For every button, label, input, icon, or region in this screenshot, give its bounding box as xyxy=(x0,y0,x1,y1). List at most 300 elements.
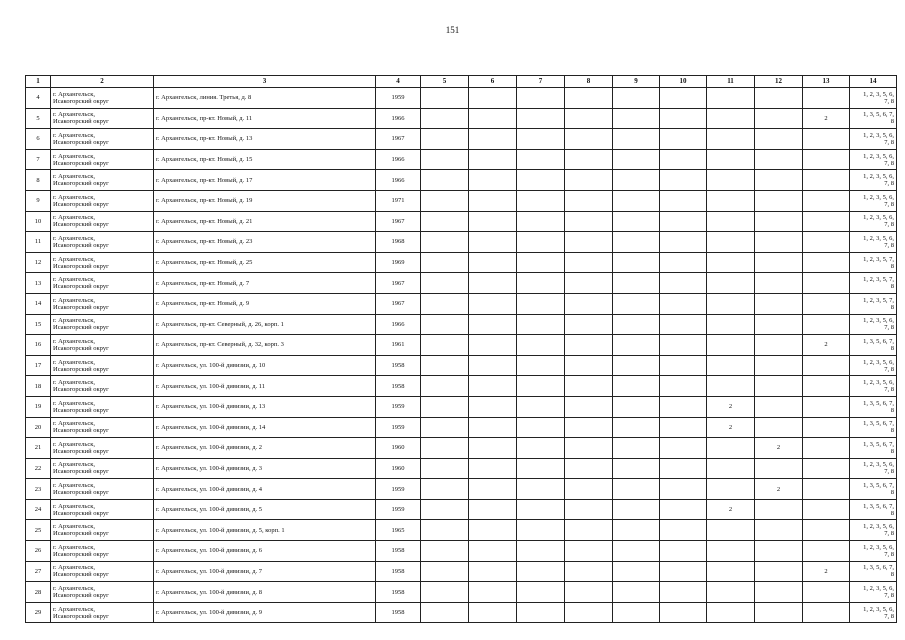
column-11-cell xyxy=(707,479,755,500)
column-10-cell xyxy=(660,396,707,417)
district-cell xyxy=(51,602,154,623)
table-row xyxy=(26,149,897,170)
year-cell: 1960 xyxy=(376,438,421,459)
table-row xyxy=(26,232,897,253)
column-8-cell xyxy=(565,149,613,170)
column-11-cell xyxy=(707,170,755,191)
column-13-cell xyxy=(803,88,850,109)
column-5-cell xyxy=(421,376,469,397)
column-6-cell xyxy=(469,417,517,438)
column-6-cell xyxy=(469,88,517,109)
codes-line-2: 7, 8 xyxy=(884,221,894,229)
district-cell xyxy=(51,458,154,479)
column-10-cell xyxy=(660,88,707,109)
district-line-2: Исакогорский округ xyxy=(53,262,109,270)
district-cell xyxy=(51,499,154,520)
column-8-cell xyxy=(565,602,613,623)
column-7-cell xyxy=(517,582,565,603)
column-9-cell xyxy=(613,541,660,562)
address-cell: г. Архангельск, пр-кт. Новый, д. 13 xyxy=(154,129,376,150)
column-13-cell xyxy=(803,417,850,438)
column-10-cell xyxy=(660,479,707,500)
row-number-cell: 29 xyxy=(26,602,51,623)
column-8-cell xyxy=(565,582,613,603)
column-5-cell xyxy=(421,314,469,335)
column-11-cell xyxy=(707,602,755,623)
codes-cell xyxy=(850,335,897,356)
column-11-cell xyxy=(707,252,755,273)
column-12-cell xyxy=(755,170,803,191)
column-9-cell xyxy=(613,149,660,170)
column-8-cell xyxy=(565,417,613,438)
column-13-cell xyxy=(803,479,850,500)
column-8-cell xyxy=(565,293,613,314)
district-cell xyxy=(51,252,154,273)
district-line-2: Исакогорский округ xyxy=(53,468,109,476)
address-cell: г. Архангельск, ул. 100-й дивизии, д. 5, корп. 1 xyxy=(154,520,376,541)
column-6-cell xyxy=(469,520,517,541)
table-row xyxy=(26,273,897,294)
district-line-1: г. Архангельск, xyxy=(53,214,95,222)
codes-line-2: 7, 8 xyxy=(884,468,894,476)
column-12-cell xyxy=(755,520,803,541)
district-line-1: г. Архангельск, xyxy=(53,317,95,325)
year-cell: 1959 xyxy=(376,396,421,417)
column-6-cell xyxy=(469,293,517,314)
column-10-cell xyxy=(660,602,707,623)
codes-line-1: 1, 2, 3, 5, 6, xyxy=(863,214,894,222)
codes-line-1: 1, 2, 3, 5, 6, xyxy=(863,131,894,139)
codes-line-1: 1, 2, 3, 5, 6, xyxy=(863,152,894,160)
column-13-cell xyxy=(803,273,850,294)
column-9-cell xyxy=(613,273,660,294)
column-12-cell xyxy=(755,335,803,356)
year-cell: 1969 xyxy=(376,252,421,273)
year-cell: 1965 xyxy=(376,520,421,541)
year-cell: 1959 xyxy=(376,479,421,500)
codes-line-2: 7, 8 xyxy=(884,180,894,188)
column-12-cell: 2 xyxy=(755,479,803,500)
column-9-cell xyxy=(613,232,660,253)
year-cell: 1958 xyxy=(376,541,421,562)
table-row xyxy=(26,314,897,335)
column-13-cell: 2 xyxy=(803,335,850,356)
column-8-cell xyxy=(565,458,613,479)
column-13-cell: 2 xyxy=(803,108,850,129)
column-5-cell xyxy=(421,499,469,520)
column-6-cell xyxy=(469,335,517,356)
column-7-cell xyxy=(517,499,565,520)
table-row xyxy=(26,438,897,459)
column-11-cell xyxy=(707,335,755,356)
address-cell: г. Архангельск, ул. 100-й дивизии, д. 14 xyxy=(154,417,376,438)
address-cell: г. Архангельск, пр-кт. Новый, д. 21 xyxy=(154,211,376,232)
table-row xyxy=(26,190,897,211)
codes-line-2: 7, 8 xyxy=(884,241,894,249)
address-cell: г. Архангельск, пр-кт. Северный, д. 26, корп. 1 xyxy=(154,314,376,335)
codes-line-2: 8 xyxy=(890,406,894,414)
district-cell xyxy=(51,520,154,541)
codes-cell xyxy=(850,129,897,150)
year-cell: 1959 xyxy=(376,88,421,109)
column-6-cell xyxy=(469,541,517,562)
codes-cell xyxy=(850,561,897,582)
table-row xyxy=(26,499,897,520)
column-10-cell xyxy=(660,211,707,232)
year-cell: 1968 xyxy=(376,232,421,253)
column-10-cell xyxy=(660,170,707,191)
column-11-cell xyxy=(707,376,755,397)
column-5-cell xyxy=(421,479,469,500)
codes-line-2: 7, 8 xyxy=(884,365,894,373)
codes-line-1: 1, 2, 3, 5, 6, xyxy=(863,90,894,98)
column-5-cell xyxy=(421,520,469,541)
address-cell: г. Архангельск, пр-кт. Новый, д. 9 xyxy=(154,293,376,314)
codes-line-2: 8 xyxy=(890,571,894,579)
codes-cell xyxy=(850,479,897,500)
codes-line-1: 1, 2, 3, 5, 6, xyxy=(863,234,894,242)
column-header-8: 8 xyxy=(565,76,613,88)
district-line-2: Исакогорский округ xyxy=(53,612,109,620)
column-11-cell: 2 xyxy=(707,499,755,520)
district-cell xyxy=(51,582,154,603)
district-line-2: Исакогорский округ xyxy=(53,324,109,332)
codes-line-2: 7, 8 xyxy=(884,159,894,167)
column-5-cell xyxy=(421,582,469,603)
address-cell: г. Архангельск, ул. 100-й дивизии, д. 10 xyxy=(154,355,376,376)
table-row xyxy=(26,355,897,376)
column-7-cell xyxy=(517,293,565,314)
district-line-1: г. Архангельск, xyxy=(53,193,95,201)
column-9-cell xyxy=(613,417,660,438)
column-10-cell xyxy=(660,417,707,438)
column-9-cell xyxy=(613,88,660,109)
column-header-14: 14 xyxy=(850,76,897,88)
district-cell xyxy=(51,417,154,438)
column-7-cell xyxy=(517,273,565,294)
district-line-2: Исакогорский округ xyxy=(53,97,109,105)
column-8-cell xyxy=(565,499,613,520)
column-9-cell xyxy=(613,190,660,211)
registry-table xyxy=(25,75,897,623)
column-11-cell xyxy=(707,458,755,479)
codes-line-1: 1, 2, 3, 5, 6, xyxy=(863,193,894,201)
column-7-cell xyxy=(517,149,565,170)
address-cell: г. Архангельск, ул. 100-й дивизии, д. 4 xyxy=(154,479,376,500)
codes-line-1: 1, 3, 5, 6, 7, xyxy=(863,111,894,119)
address-cell: г. Архангельск, пр-кт. Новый, д. 19 xyxy=(154,190,376,211)
table-row xyxy=(26,293,897,314)
codes-line-1: 1, 2, 3, 5, 7, xyxy=(863,255,894,263)
row-number-cell: 28 xyxy=(26,582,51,603)
district-line-2: Исакогорский округ xyxy=(53,180,109,188)
column-7-cell xyxy=(517,602,565,623)
column-8-cell xyxy=(565,108,613,129)
column-13-cell xyxy=(803,582,850,603)
district-line-1: г. Архангельск, xyxy=(53,152,95,160)
address-cell: г. Архангельск, ул. 100-й дивизии, д. 13 xyxy=(154,396,376,417)
column-7-cell xyxy=(517,232,565,253)
column-6-cell xyxy=(469,499,517,520)
column-12-cell xyxy=(755,396,803,417)
codes-line-1: 1, 3, 5, 6, 7, xyxy=(863,399,894,407)
column-5-cell xyxy=(421,149,469,170)
column-8-cell xyxy=(565,520,613,541)
column-5-cell xyxy=(421,273,469,294)
row-number-cell: 16 xyxy=(26,335,51,356)
district-line-1: г. Архангельск, xyxy=(53,543,95,551)
table-row xyxy=(26,417,897,438)
district-cell xyxy=(51,355,154,376)
codes-cell xyxy=(850,541,897,562)
column-13-cell xyxy=(803,520,850,541)
address-cell: г. Архангельск, ул. 100-й дивизии, д. 5 xyxy=(154,499,376,520)
column-12-cell xyxy=(755,314,803,335)
column-9-cell xyxy=(613,520,660,541)
district-line-2: Исакогорский округ xyxy=(53,592,109,600)
column-8-cell xyxy=(565,170,613,191)
table-row xyxy=(26,88,897,109)
year-cell: 1961 xyxy=(376,335,421,356)
column-10-cell xyxy=(660,129,707,150)
district-cell xyxy=(51,376,154,397)
codes-line-2: 8 xyxy=(890,509,894,517)
column-9-cell xyxy=(613,561,660,582)
district-cell xyxy=(51,108,154,129)
column-13-cell xyxy=(803,190,850,211)
column-12-cell xyxy=(755,211,803,232)
column-6-cell xyxy=(469,149,517,170)
column-7-cell xyxy=(517,417,565,438)
address-cell: г. Архангельск, пр-кт. Новый, д. 7 xyxy=(154,273,376,294)
address-cell: г. Архангельск, пр-кт. Новый, д. 11 xyxy=(154,108,376,129)
district-cell xyxy=(51,561,154,582)
column-12-cell xyxy=(755,252,803,273)
column-header-11: 11 xyxy=(707,76,755,88)
column-11-cell xyxy=(707,88,755,109)
column-13-cell xyxy=(803,376,850,397)
column-10-cell xyxy=(660,314,707,335)
address-cell: г. Архангельск, ул. 100-й дивизии, д. 6 xyxy=(154,541,376,562)
codes-line-1: 1, 2, 3, 5, 7, xyxy=(863,296,894,304)
column-6-cell xyxy=(469,561,517,582)
column-5-cell xyxy=(421,170,469,191)
row-number-cell: 22 xyxy=(26,458,51,479)
district-line-1: г. Архангельск, xyxy=(53,605,95,613)
year-cell: 1959 xyxy=(376,499,421,520)
column-7-cell xyxy=(517,314,565,335)
row-number-cell: 26 xyxy=(26,541,51,562)
codes-line-1: 1, 3, 5, 6, 7, xyxy=(863,440,894,448)
column-5-cell xyxy=(421,355,469,376)
codes-cell xyxy=(850,438,897,459)
column-9-cell xyxy=(613,376,660,397)
column-5-cell xyxy=(421,541,469,562)
column-6-cell xyxy=(469,232,517,253)
column-13-cell xyxy=(803,602,850,623)
district-line-2: Исакогорский округ xyxy=(53,138,109,146)
codes-line-1: 1, 3, 5, 6, 7, xyxy=(863,420,894,428)
district-line-1: г. Архангельск, xyxy=(53,296,95,304)
column-5-cell xyxy=(421,335,469,356)
district-line-1: г. Архангельск, xyxy=(53,523,95,531)
codes-line-2: 7, 8 xyxy=(884,324,894,332)
address-cell: г. Архангельск, линия. Третья, д. 8 xyxy=(154,88,376,109)
district-line-2: Исакогорский округ xyxy=(53,221,109,229)
column-5-cell xyxy=(421,190,469,211)
column-5-cell xyxy=(421,88,469,109)
codes-cell xyxy=(850,293,897,314)
column-13-cell xyxy=(803,314,850,335)
column-8-cell xyxy=(565,88,613,109)
table-row xyxy=(26,479,897,500)
column-10-cell xyxy=(660,520,707,541)
address-cell: г. Архангельск, пр-кт. Новый, д. 17 xyxy=(154,170,376,191)
column-9-cell xyxy=(613,479,660,500)
column-10-cell xyxy=(660,561,707,582)
column-7-cell xyxy=(517,170,565,191)
column-5-cell xyxy=(421,129,469,150)
codes-line-2: 8 xyxy=(890,262,894,270)
table-row xyxy=(26,541,897,562)
column-5-cell xyxy=(421,417,469,438)
column-13-cell xyxy=(803,211,850,232)
codes-line-2: 7, 8 xyxy=(884,592,894,600)
district-line-1: г. Архангельск, xyxy=(53,440,95,448)
codes-cell xyxy=(850,211,897,232)
column-6-cell xyxy=(469,211,517,232)
codes-line-2: 8 xyxy=(890,303,894,311)
row-number-cell: 10 xyxy=(26,211,51,232)
district-line-1: г. Архангельск, xyxy=(53,358,95,366)
district-line-1: г. Архангельск, xyxy=(53,482,95,490)
table-row xyxy=(26,108,897,129)
year-cell: 1960 xyxy=(376,458,421,479)
column-12-cell xyxy=(755,129,803,150)
column-5-cell xyxy=(421,438,469,459)
column-5-cell xyxy=(421,293,469,314)
column-10-cell xyxy=(660,541,707,562)
column-7-cell xyxy=(517,355,565,376)
district-cell xyxy=(51,335,154,356)
district-line-1: г. Архангельск, xyxy=(53,234,95,242)
column-12-cell xyxy=(755,582,803,603)
column-8-cell xyxy=(565,479,613,500)
column-10-cell xyxy=(660,499,707,520)
codes-cell xyxy=(850,252,897,273)
column-11-cell xyxy=(707,582,755,603)
row-number-cell: 6 xyxy=(26,129,51,150)
column-12-cell xyxy=(755,88,803,109)
row-number-cell: 27 xyxy=(26,561,51,582)
row-number-cell: 5 xyxy=(26,108,51,129)
district-line-2: Исакогорский округ xyxy=(53,365,109,373)
district-cell xyxy=(51,170,154,191)
column-6-cell xyxy=(469,252,517,273)
column-10-cell xyxy=(660,108,707,129)
column-10-cell xyxy=(660,438,707,459)
column-11-cell xyxy=(707,211,755,232)
district-line-1: г. Архангельск, xyxy=(53,420,95,428)
codes-line-1: 1, 2, 3, 5, 6, xyxy=(863,605,894,613)
column-5-cell xyxy=(421,561,469,582)
codes-line-2: 8 xyxy=(890,283,894,291)
row-number-cell: 4 xyxy=(26,88,51,109)
codes-line-2: 7, 8 xyxy=(884,200,894,208)
codes-line-1: 1, 3, 5, 6, 7, xyxy=(863,482,894,490)
codes-line-2: 8 xyxy=(890,344,894,352)
codes-line-1: 1, 2, 3, 5, 6, xyxy=(863,173,894,181)
district-line-1: г. Архангельск, xyxy=(53,585,95,593)
column-6-cell xyxy=(469,582,517,603)
column-5-cell xyxy=(421,458,469,479)
district-line-2: Исакогорский округ xyxy=(53,509,109,517)
codes-line-1: 1, 2, 3, 5, 6, xyxy=(863,358,894,366)
codes-cell xyxy=(850,108,897,129)
column-header-5: 5 xyxy=(421,76,469,88)
address-cell: г. Архангельск, пр-кт. Новый, д. 15 xyxy=(154,149,376,170)
column-13-cell xyxy=(803,232,850,253)
column-5-cell xyxy=(421,232,469,253)
column-8-cell xyxy=(565,376,613,397)
year-cell: 1966 xyxy=(376,108,421,129)
column-11-cell xyxy=(707,232,755,253)
column-13-cell xyxy=(803,252,850,273)
district-line-1: г. Архангельск, xyxy=(53,90,95,98)
district-line-2: Исакогорский округ xyxy=(53,159,109,167)
district-line-1: г. Архангельск, xyxy=(53,276,95,284)
address-cell: г. Архангельск, ул. 100-й дивизии, д. 11 xyxy=(154,376,376,397)
year-cell: 1958 xyxy=(376,582,421,603)
column-11-cell xyxy=(707,273,755,294)
address-cell: г. Архангельск, ул. 100-й дивизии, д. 3 xyxy=(154,458,376,479)
district-line-2: Исакогорский округ xyxy=(53,406,109,414)
row-number-cell: 9 xyxy=(26,190,51,211)
column-11-cell xyxy=(707,129,755,150)
column-9-cell xyxy=(613,314,660,335)
codes-cell xyxy=(850,149,897,170)
row-number-cell: 25 xyxy=(26,520,51,541)
column-7-cell xyxy=(517,396,565,417)
district-line-1: г. Архангельск, xyxy=(53,173,95,181)
district-line-1: г. Архангельск, xyxy=(53,131,95,139)
codes-line-2: 8 xyxy=(890,489,894,497)
column-12-cell xyxy=(755,293,803,314)
column-9-cell xyxy=(613,396,660,417)
column-8-cell xyxy=(565,190,613,211)
codes-line-2: 8 xyxy=(890,118,894,126)
column-7-cell xyxy=(517,479,565,500)
table-body xyxy=(26,88,897,623)
column-9-cell xyxy=(613,252,660,273)
year-cell: 1967 xyxy=(376,129,421,150)
column-8-cell xyxy=(565,211,613,232)
column-10-cell xyxy=(660,376,707,397)
codes-cell xyxy=(850,355,897,376)
column-header-12: 12 xyxy=(755,76,803,88)
column-header-10: 10 xyxy=(660,76,707,88)
year-cell: 1971 xyxy=(376,190,421,211)
table-row xyxy=(26,170,897,191)
column-11-cell xyxy=(707,438,755,459)
column-13-cell xyxy=(803,499,850,520)
district-line-2: Исакогорский округ xyxy=(53,530,109,538)
district-cell xyxy=(51,232,154,253)
codes-cell xyxy=(850,170,897,191)
column-8-cell xyxy=(565,541,613,562)
codes-line-1: 1, 2, 3, 5, 6, xyxy=(863,461,894,469)
codes-cell xyxy=(850,396,897,417)
